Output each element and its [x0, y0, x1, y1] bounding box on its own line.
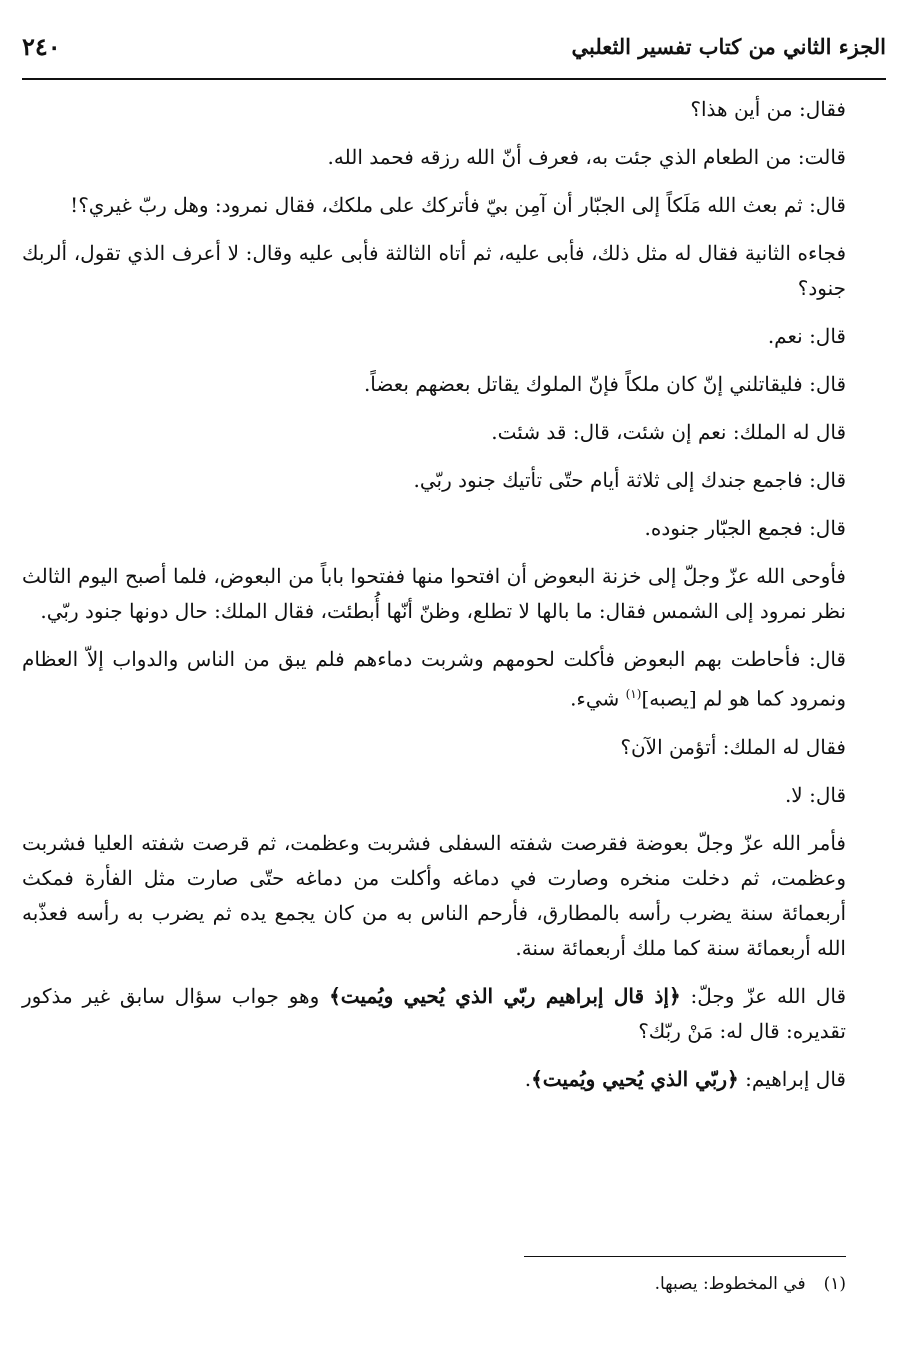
footnote-divider: [524, 1256, 846, 1257]
footnote-text: في المخطوط: يصبها.: [654, 1274, 806, 1294]
paragraph: قال: فاجمع جندك إلى ثلاثة أيام حتّى تأتيك جنود ربّي.: [413, 468, 846, 492]
paragraph: [22, 1062, 846, 1097]
paragraph-text: قال: فأحاطت بهم البعوض فأكلت لحومهم وشربت دماءهم فلم يبق من الناس والدواب إلاّ العظام ونمرود كما هو لم [يصبه]: [22, 647, 846, 711]
page-number: ٢٤٠: [22, 32, 61, 61]
paragraph: فقال له الملك: أتؤمن الآن؟: [620, 734, 846, 759]
paragraph: فأمر الله عزّ وجلّ بعوضة فقرصت شفته السفلى فشربت وعظمت، ثم قرصت شفته العليا فشربت وعظمت، ثم دخلت منخره وصارت في دماغه وأكلت من دماغه حتّى صارت مثل الفأرة فمكث أربعمائة سنة يضرب رأسه بالمطارق، فأرحم الناس به من كان يجمع يده ثم يضرب به رأسه فعذّبه الله أربعمائة سنة كما ملك أربعمائة سنة.: [22, 830, 846, 960]
paragraph: [22, 979, 846, 1049]
paragraph: قال: فجمع الجبّار جنوده.: [644, 516, 846, 540]
page-header: [22, 30, 886, 80]
paragraph-text: قال إبراهيم:: [738, 1066, 846, 1091]
quran-quote: ﴿إذ قال إبراهيم ربّي الذي يُحيي ويُميت﴾: [329, 983, 681, 1008]
paragraph: قال: ثم بعث الله مَلَكاً إلى الجبّار أن آمِن بيّ فأتركك على ملكك، فقال نمرود: وهل ربّ غيري؟!: [70, 193, 846, 217]
paragraph: قال له الملك: نعم إن شئت، قال: قد شئت.: [491, 420, 846, 444]
paragraph-text: شيء.: [570, 686, 626, 711]
running-title: الجزء الثاني من كتاب تفسير الثعلبي: [571, 34, 886, 59]
footnote-number: (١): [823, 1274, 846, 1294]
paragraph-text: وهو جواب سؤال سابق غير مذكور تقديره: قال له: مَنْ ربّك؟: [22, 983, 846, 1043]
quran-quote: ﴿ربّي الذي يُحيي ويُميت﴾: [531, 1066, 739, 1091]
paragraph: قالت: من الطعام الذي جئت به، فعرف أنّ الله رزقه فحمد الله.: [327, 145, 846, 169]
paragraph-text: .: [524, 1066, 532, 1091]
paragraph: فقال: من أين هذا؟: [690, 97, 846, 121]
paragraph: قال: لا.: [784, 782, 846, 807]
paragraph-text: قال الله عزّ وجلّ:: [680, 983, 847, 1008]
main-text: [22, 92, 846, 1110]
paragraph: فجاءه الثانية فقال له مثل ذلك، فأبى عليه، ثم أتاه الثالثة فأبى عليه وقال: لا أعرف الذي تقول، ألربك جنود؟: [22, 241, 847, 300]
paragraph: قال: فليقاتلني إنّ كان ملكاً فإنّ الملوك يقاتل بعضهم بعضاً.: [363, 372, 846, 396]
footnote: [246, 1270, 846, 1298]
paragraph: قال: نعم.: [767, 324, 846, 348]
paragraph: فأوحى الله عزّ وجلّ إلى خزنة البعوض أن افتحوا منها ففتحوا باباً من البعوض، فلما أصبح اليوم الثالث نظر نمرود إلى الشمس فقال: ما بالها لا تطلع، وظنّ أنّها أُبطئت، فقال الملك: حال دونها جنود ربّي.: [22, 564, 846, 623]
paragraph: [22, 642, 846, 717]
footnote-reference[interactable]: (١): [625, 687, 642, 701]
